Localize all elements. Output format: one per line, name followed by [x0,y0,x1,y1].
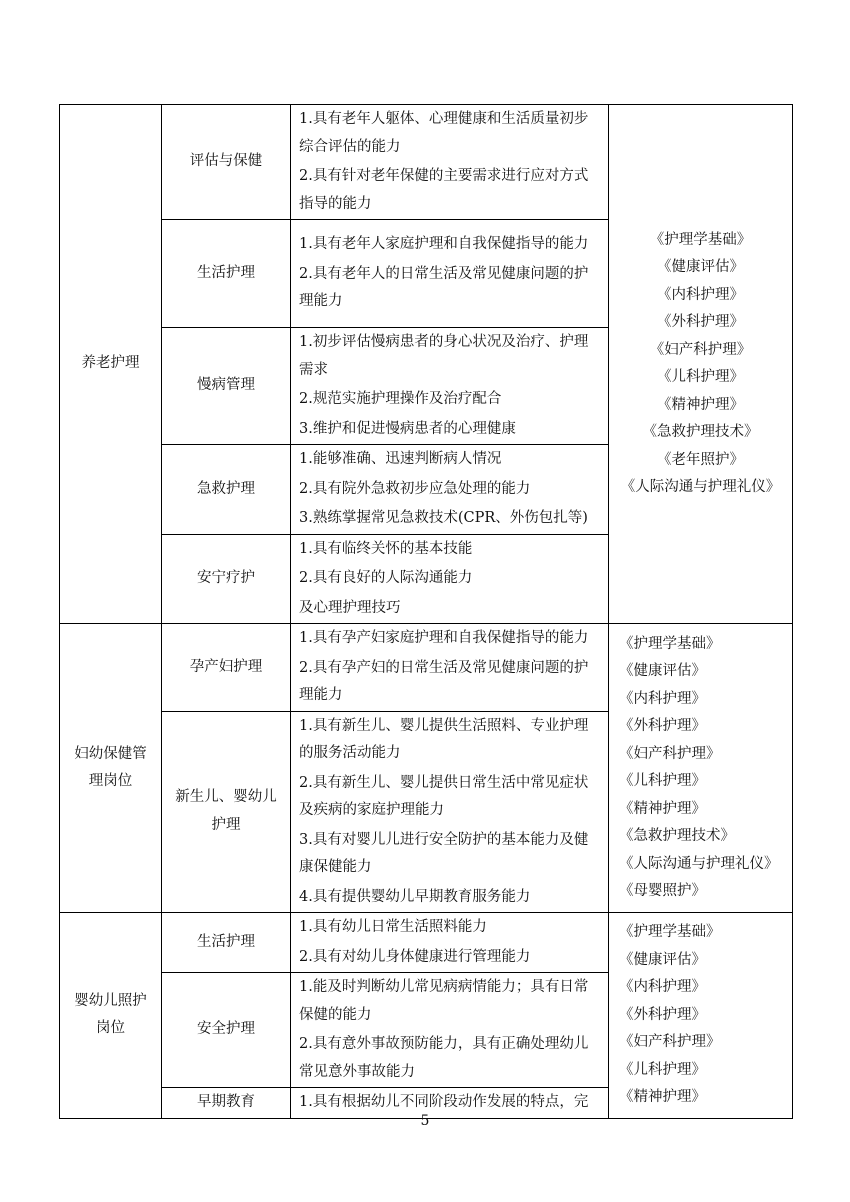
task-cell [162,973,291,1088]
course-item: 《妇产科护理》 [619,745,721,762]
course-item: 《急救护理技术》 [642,424,759,440]
ability-cell [291,220,609,328]
task-cell [162,445,291,535]
task-name: 生活护理 [197,933,255,950]
course-item: 《健康评估》 [619,951,706,968]
ability-item: 1.具有根据幼儿不同阶段动作发展的特点，完 [299,1094,589,1110]
task-name: 孕产妇护理 [189,658,263,675]
task-cell [162,913,291,973]
post-cell [60,913,162,1119]
ability-item: 1.具有临终关怀的基本技能 [299,540,473,557]
course-item: 《内科护理》 [619,690,706,707]
ability-cell [291,973,609,1088]
course-item: 《妇产科护理》 [619,1034,721,1050]
ability-item: 3.维护和促进慢病患者的心理健康 [299,420,516,437]
task-name: 早期教育 [197,1094,255,1110]
table-row [60,913,793,973]
task-name: 安全护理 [197,1021,255,1038]
ability-item: 1.初步评估慢病患者的身心状况及治疗、护理需求 [299,334,589,378]
ability-item: 3.熟练掌握常见急救技术(CPR、外伤包扎等) [299,510,588,526]
ability-cell [291,624,609,712]
course-item: 《儿科护理》 [619,1061,706,1078]
ability-item: 1.具有新生儿、婴儿提供生活照料、专业护理的服务活动能力 [299,717,589,761]
course-item: 《护理学基础》 [619,635,721,652]
task-name: 生活护理 [197,264,255,281]
course-item: 《护理学基础》 [619,924,721,940]
post-cell [60,624,162,913]
ability-item: 1.具有孕产妇家庭护理和自我保健指导的能力 [299,630,589,646]
task-name: 评估与保健 [189,153,263,170]
ability-item: 2.具有孕产妇的日常生活及常见健康问题的护理能力 [299,659,589,703]
course-item: 《母婴照护》 [619,883,706,899]
course-item: 《内科护理》 [657,286,744,303]
ability-item: 1.具有老年人躯体、心理健康和生活质量初步综合评估的能力 [299,111,589,155]
post-name: 妇幼保健管理岗位 [74,745,147,789]
ability-item: 3.具有对婴儿儿进行安全防护的基本能力及健康保健能力 [299,831,589,875]
course-item: 《妇产科护理》 [649,341,752,358]
course-item: 《老年照护》 [657,451,744,468]
course-item: 《急救护理技术》 [619,828,735,844]
ability-item: 2.具有院外急救初步应急处理的能力 [299,480,531,497]
course-item: 《精神护理》 [619,800,706,817]
task-cell [162,328,291,445]
ability-cell [291,105,609,220]
ability-item: 2.具有对幼儿身体健康进行管理能力 [299,948,531,965]
post-name: 养老护理 [81,355,140,372]
task-cell [162,534,291,624]
ability-item: 1.具有老年人家庭护理和自我保健指导的能力 [299,236,589,253]
ability-item: 4.具有提供婴幼儿早期教育服务能力 [299,888,531,905]
task-cell [162,624,291,712]
task-name: 急救护理 [197,480,255,497]
task-name: 新生儿、婴幼儿护理 [175,789,277,833]
post-name: 婴幼儿照护岗位 [74,992,147,1037]
course-item: 《健康评估》 [657,259,744,275]
course-item: 《健康评估》 [619,663,706,679]
ability-table [59,104,793,1119]
ability-item: 2.具有针对老年保健的主要需求进行应对方式指导的能力 [299,168,589,212]
page-number: 5 [420,1113,430,1129]
task-name: 慢病管理 [197,377,255,394]
ability-cell [291,328,609,445]
ability-item: 2.具有意外事故预防能力，具有正确处理幼儿常见意外事故能力 [299,1036,589,1080]
post-cell [60,105,162,624]
ability-item: 2.具有老年人的日常生活及常见健康问题的护理能力 [299,265,589,310]
course-item: 《护理学基础》 [649,231,752,248]
ability-item: 及心理护理技巧 [299,599,401,616]
course-item: 《外科护理》 [619,1006,706,1023]
task-cell [162,711,291,913]
course-item: 《精神护理》 [657,396,744,413]
courses-cell [609,105,793,624]
task-name: 安宁疗护 [197,570,255,586]
course-item: 《内科护理》 [619,979,706,995]
ability-cell [291,711,609,913]
ability-item: 2.具有新生儿、婴儿提供日常生活中常见症状及疾病的家庭护理能力 [299,774,589,818]
course-item: 《儿科护理》 [619,773,706,789]
courses-cell [609,624,793,913]
task-cell [162,105,291,220]
ability-item: 1.能够准确、迅速判断病人情况 [299,451,502,467]
table-row [60,105,793,220]
course-item: 《外科护理》 [657,314,744,330]
ability-item: 2.规范实施护理操作及治疗配合 [299,391,502,407]
courses-cell [609,913,793,1119]
ability-item: 1.具有幼儿日常生活照料能力 [299,919,487,935]
course-item: 《精神护理》 [619,1089,706,1105]
course-item: 《人际沟通与护理礼仪》 [619,855,779,872]
ability-cell [291,445,609,535]
course-item: 《人际沟通与护理礼仪》 [620,479,781,495]
ability-cell [291,534,609,624]
ability-item: 2.具有良好的人际沟通能力 [299,570,473,586]
ability-cell [291,913,609,973]
task-cell [162,220,291,328]
table-row [60,624,793,712]
course-item: 《儿科护理》 [657,369,744,385]
course-item: 《外科护理》 [619,718,706,734]
ability-item: 1.能及时判断幼儿常见病病情能力；具有日常保健的能力 [299,979,589,1023]
